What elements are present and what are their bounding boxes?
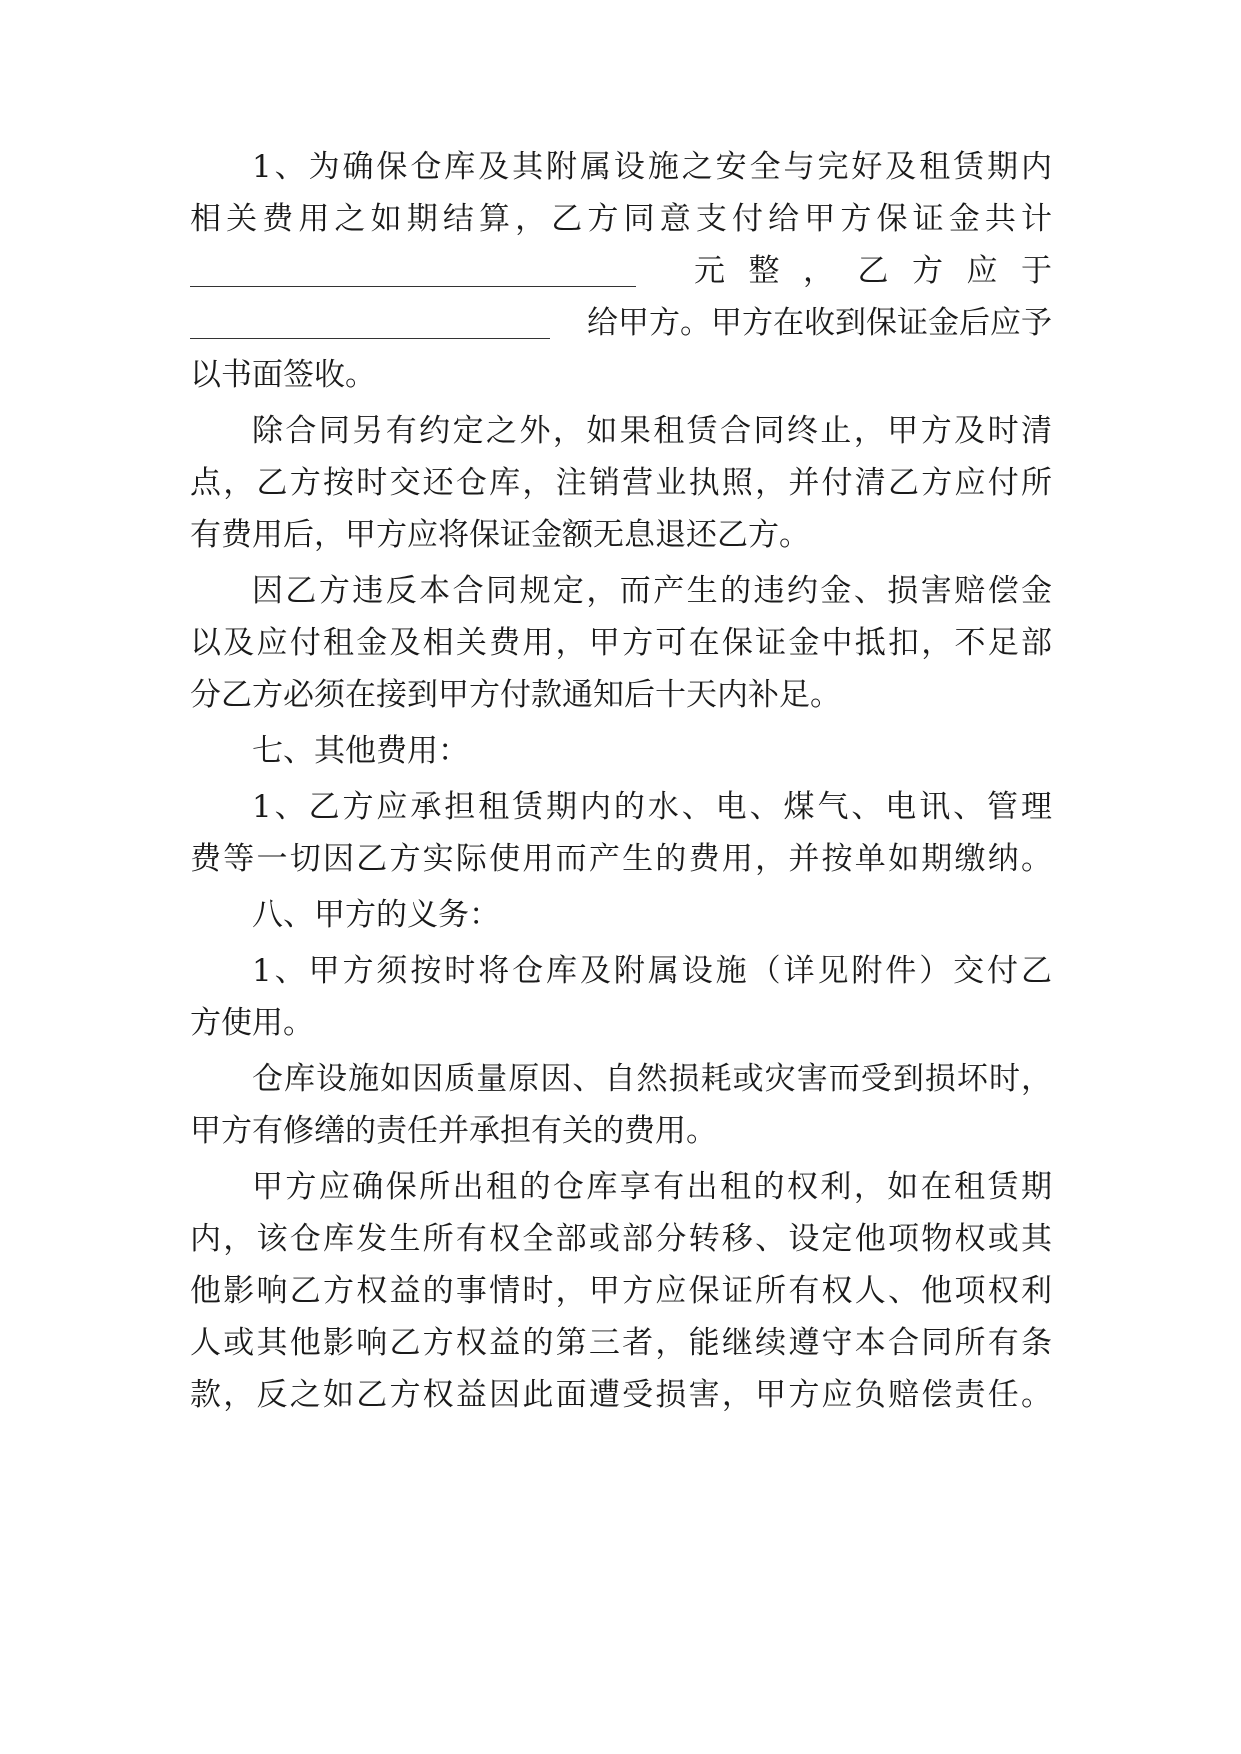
p1-line3-char2: 整 bbox=[748, 253, 780, 289]
p1-line3-char4: 乙 bbox=[857, 253, 889, 289]
p1-line2: 相关费用之如期结算，乙方同意支付给甲方保证金共计 bbox=[190, 201, 1052, 237]
p7-line2: 内，该仓库发生所有权全部或部分转移、设定他项物权或其 bbox=[190, 1221, 1052, 1257]
section-heading-8: 八、甲方的义务： bbox=[252, 897, 500, 933]
p4-line2: 费等一切因乙方实际使用而产生的费用，并按单如期缴纳。 bbox=[190, 841, 1052, 877]
p3-line2: 以及应付租金及相关费用，甲方可在保证金中抵扣，不足部 bbox=[190, 625, 1052, 661]
p1-line3-char5: 方 bbox=[912, 253, 943, 289]
p3-line1: 因乙方违反本合同规定，而产生的违约金、损害赔偿金 bbox=[252, 573, 1052, 609]
p6-line1: 仓库设施如因质量原因、自然损耗或灾害而受到损坏时， bbox=[252, 1061, 1052, 1097]
p5-line1: 1、甲方须按时将仓库及附属设施（详见附件）交付乙 bbox=[252, 953, 1052, 989]
p2-line1: 除合同另有约定之外，如果租赁合同终止，甲方及时清 bbox=[252, 413, 1052, 449]
amount-blank[interactable] bbox=[190, 254, 636, 287]
p1-line3-char3: ， bbox=[803, 253, 834, 289]
p4-line1: 1、乙方应承担租赁期内的水、电、煤气、电讯、管理 bbox=[252, 789, 1052, 825]
p1-line5: 以书面签收。 bbox=[190, 357, 376, 393]
p1-line1: 1、为确保仓库及其附属设施之安全与完好及租赁期内 bbox=[252, 149, 1052, 185]
p1-line4 bbox=[190, 300, 1052, 346]
p1-line4-text: 给甲方。甲方在收到保证金后应予 bbox=[587, 305, 1052, 341]
p1-line3-char1: 元 bbox=[694, 253, 725, 289]
p1-line3 bbox=[190, 248, 1052, 294]
p3-line3: 分乙方必须在接到甲方付款通知后十天内补足。 bbox=[190, 677, 841, 713]
p2-line3: 有费用后，甲方应将保证金额无息退还乙方。 bbox=[190, 517, 810, 553]
p7-line1: 甲方应确保所出租的仓库享有出租的权利，如在租赁期 bbox=[252, 1169, 1052, 1205]
section-heading-7: 七、其他费用： bbox=[252, 733, 469, 769]
p7-line4: 人或其他影响乙方权益的第三者，能继续遵守本合同所有条 bbox=[190, 1325, 1052, 1361]
p5-line2: 方使用。 bbox=[190, 1005, 314, 1041]
p2-line2: 点，乙方按时交还仓库，注销营业执照，并付清乙方应付所 bbox=[190, 465, 1052, 501]
p6-line2: 甲方有修缮的责任并承担有关的费用。 bbox=[190, 1113, 717, 1149]
date-blank[interactable] bbox=[190, 306, 550, 339]
p7-line3: 他影响乙方权益的事情时，甲方应保证所有权人、他项权利 bbox=[190, 1273, 1052, 1309]
p1-line3-char7: 于 bbox=[1021, 253, 1052, 289]
p7-line5: 款，反之如乙方权益因此面遭受损害，甲方应负赔偿责任。 bbox=[190, 1377, 1052, 1413]
p1-line3-char6: 应 bbox=[966, 253, 998, 289]
